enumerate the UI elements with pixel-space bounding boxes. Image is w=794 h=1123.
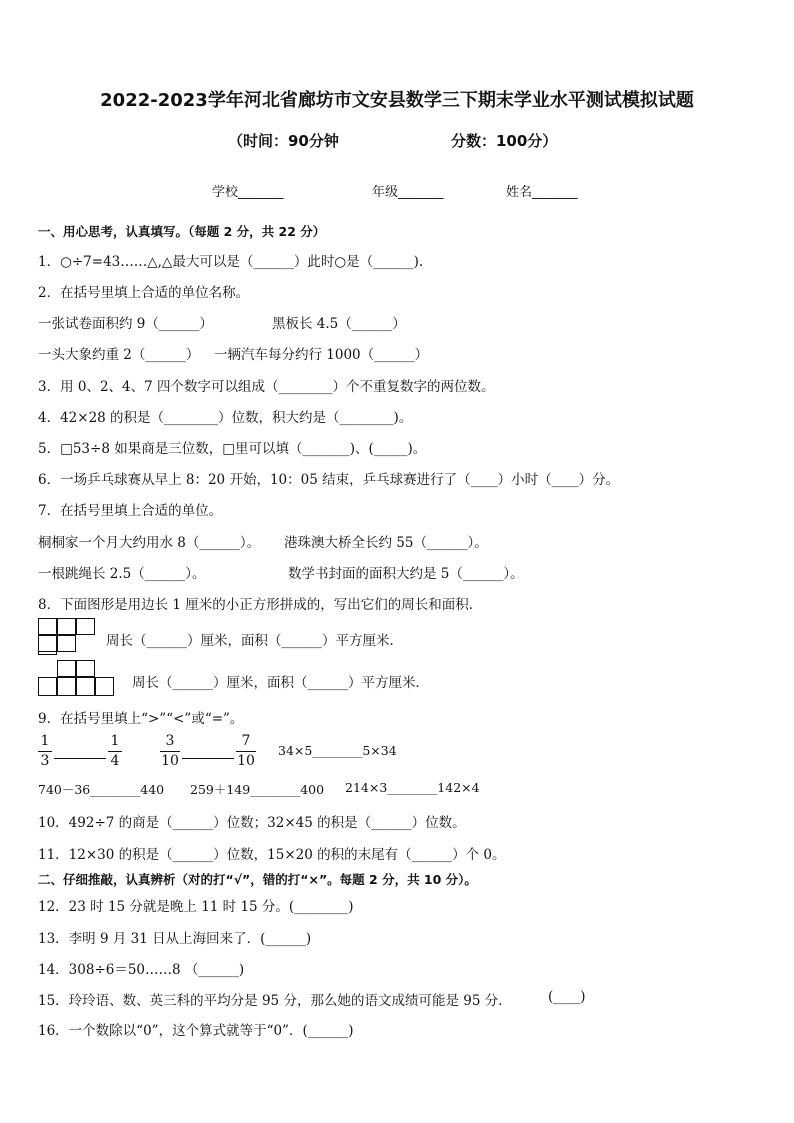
- page-title: 2022-2023学年河北省廊坊市文安县数学三下期末学业水平测试模拟试题: [100, 90, 694, 111]
- question-2c: 一头大象约重 2（______）: [38, 347, 200, 363]
- question-7d: 数学书封面的面积大约是 5（______）。: [288, 566, 524, 582]
- school-field[interactable]: 学校_______: [212, 185, 284, 200]
- section-2-heading: 二、仔细推敲，认真辨析（对的打“√”，错的打“×”。每题 2 分，共 10 分）。: [38, 872, 477, 887]
- question-7c: 一根跳绳长 2.5（______）。: [38, 566, 206, 582]
- question-2: 2．在括号里填上合适的单位名称。: [38, 285, 250, 301]
- question-9c: 34×5________5×34: [278, 743, 397, 758]
- question-9: 9．在括号里填上“>”“<”或“=”。: [38, 711, 244, 727]
- fraction-3-10: $\frac{3}{10}$: [161, 733, 179, 769]
- question-11: 11．12×30 的积是（______）位数，15×20 的积的末尾有（______）个 0。: [38, 847, 506, 863]
- question-16: 16．一个数除以“0”，这个算式就等于“0”．(______): [38, 1023, 354, 1039]
- question-3: 3．用 0、2、4、7 四个数字可以组成（________）个不重复数字的两位数。: [38, 379, 495, 395]
- question-13: 13．李明 9 月 31 日从上海回来了．(______): [38, 931, 312, 947]
- compare-blank-2[interactable]: [182, 758, 234, 759]
- question-8: 8．下面图形是用边长 1 厘米的小正方形拼成的，写出它们的周长和面积．: [38, 597, 483, 613]
- name-field[interactable]: 姓名_______: [506, 185, 578, 200]
- grade-field[interactable]: 年级_______: [372, 185, 444, 200]
- question-9f: 214×3________142×4: [345, 780, 480, 795]
- question-2a: 一张试卷面积约 9（______）: [38, 316, 213, 332]
- question-14: 14．308÷6＝50……8 （______): [38, 962, 245, 978]
- question-8a: 周长（______）厘米，面积（______）平方厘米．: [106, 633, 403, 649]
- exam-time: （时间：90分钟: [228, 132, 339, 150]
- question-9d: 740－36________440: [38, 782, 165, 797]
- question-2b: 黑板长 4.5（______）: [272, 316, 406, 332]
- question-8b: 周长（______）厘米，面积（______）平方厘米．: [132, 675, 429, 691]
- question-6: 6．一场乒乓球赛从早上 8：20 开始，10：05 结束，乒乓球赛进行了（____）小时（____）分。: [38, 472, 620, 488]
- question-7a: 桐桐家一个月大约用水 8（______）。: [38, 535, 261, 551]
- question-12: 12．23 时 15 分就是晚上 11 时 15 分。(________): [38, 899, 354, 915]
- fraction-1-3: $\frac{1}{3}$: [38, 733, 52, 770]
- question-2d: 一辆汽车每分约行 1000（______）: [214, 347, 429, 363]
- question-5: 5．□53÷8 如果商是三位数，□里可以填（_______)、(_____)。: [38, 441, 427, 457]
- question-1: 1．○÷7=43……△,△最大可以是（______）此时○是（______).: [38, 254, 424, 270]
- exam-score: 分数：100分）: [451, 132, 558, 150]
- question-7: 7．在括号里填上合适的单位。: [38, 503, 223, 519]
- question-4: 4．42×28 的积是（________）位数，积大约是（________)。: [38, 410, 413, 426]
- question-10: 10．492÷7 的商是（______）位数；32×45 的积是（______）位数。: [38, 815, 466, 831]
- question-15: 15．玲玲语、数、英三科的平均分是 95 分，那么她的语文成绩可能是 95 分．: [38, 993, 512, 1009]
- section-1-heading: 一、用心思考，认真填写。（每题 2 分，共 22 分）: [38, 224, 326, 239]
- fraction-7-10: $\frac{7}{10}$: [237, 733, 255, 769]
- compare-blank-1[interactable]: [54, 758, 106, 759]
- question-9e: 259＋149________400: [190, 782, 325, 797]
- fraction-1-4: $\frac{1}{4}$: [108, 733, 122, 770]
- question-7b: 港珠澳大桥全长约 55（______）。: [284, 535, 488, 551]
- question-15-blank[interactable]: (____): [548, 989, 586, 1005]
